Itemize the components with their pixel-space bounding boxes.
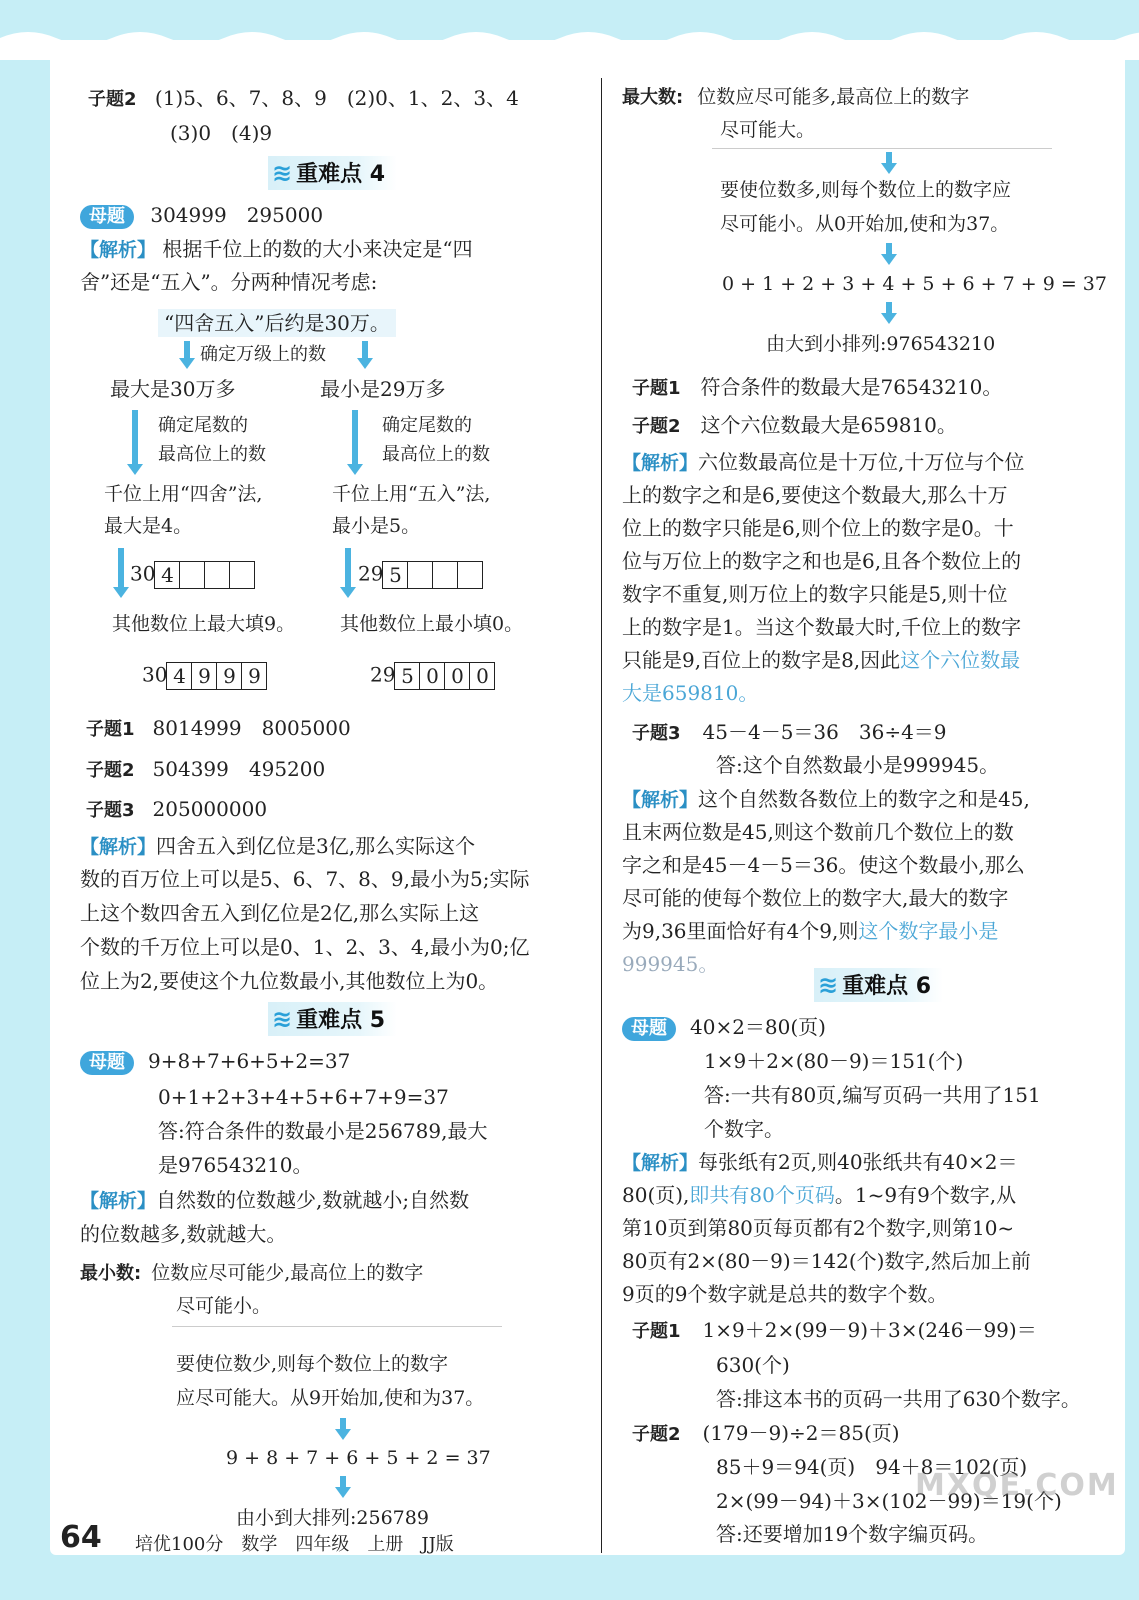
digit-box: 4 xyxy=(166,662,192,690)
answer-text: 答:还要增加19个数字编页码。 xyxy=(716,1522,989,1546)
equation-text: 0+1+2+3+4+5+6+7+9=37 xyxy=(158,1085,449,1109)
digit-box: 0 xyxy=(469,662,495,690)
answer-text: 答:符合条件的数最小是256789,最大 xyxy=(158,1119,488,1143)
analysis-label: 【解析】 xyxy=(80,239,157,261)
diagram-rule-text: 最小是5。 xyxy=(332,515,421,537)
analysis-line xyxy=(622,1150,1017,1175)
answer-text: 8014999 8005000 xyxy=(152,716,351,740)
arrow-icon xyxy=(184,341,190,359)
result-text: 由小到大排列:256789 xyxy=(236,1507,429,1529)
equation-text: 45－4－5＝36 36÷4＝9 xyxy=(702,720,947,744)
digit-box-row-left xyxy=(130,561,255,589)
answer-text: 这个六位数最大是659810。 xyxy=(700,413,957,437)
subquestion-3-row xyxy=(632,720,947,746)
diagram-step-label: 最高位上的数 xyxy=(382,444,490,465)
analysis-text: 自然数的位数越少,数就越小;自然数 xyxy=(156,1188,470,1212)
column-divider xyxy=(601,78,602,1553)
main-question-badge: 母题 xyxy=(622,1017,676,1041)
main-question-row xyxy=(80,1049,350,1075)
answer-text: 答:一共有80页,编写页码一共用了151 xyxy=(704,1083,1041,1107)
analysis-text: 每张纸有2页,则40张纸共有40×2＝ xyxy=(698,1150,1018,1174)
diagram-rule-text: 千位上用“四舍”法, xyxy=(104,483,263,505)
analysis-text: 字之和是45－4－5＝36。使这个数最小,那么 xyxy=(622,853,1025,877)
analysis-text: 根据千位上的数的大小来决定是“四 xyxy=(162,237,473,261)
divider-line xyxy=(172,1326,502,1327)
analysis-text: 为9,36里面恰好有4个9,则 xyxy=(622,919,859,943)
analysis-text: 80页有2×(80－9)＝142(个)数字,然后加上前 xyxy=(622,1249,1031,1273)
analysis-text: 9页的9个数字就是总共的数字个数。 xyxy=(622,1282,948,1306)
step-text: 位数应尽可能多,最高位上的数字 xyxy=(697,86,970,108)
subquestion-1-row xyxy=(632,375,1002,401)
digit-box-empty xyxy=(457,561,483,589)
step-text: 尽可能小。从0开始加,使和为37。 xyxy=(720,213,1010,235)
analysis-text: 四舍五入到亿位是3亿,那么实际这个 xyxy=(156,834,476,858)
analysis-line xyxy=(622,648,1020,672)
arrow-icon xyxy=(345,548,351,588)
arrow-icon xyxy=(886,243,892,255)
step-text: 要使位数多,则每个数位上的数字应 xyxy=(720,179,1012,201)
analysis-text: 只能是9,百位上的数字是8,因此 xyxy=(622,648,901,672)
analysis-text: 上的数字之和是6,要使这个数最大,那么十万 xyxy=(622,483,1008,507)
answer-text: 304999 295000 xyxy=(150,203,324,227)
analysis-label: 【解析】 xyxy=(80,836,157,858)
diagram-step-label: 确定万级上的数 xyxy=(200,344,326,365)
analysis-line xyxy=(80,237,473,262)
main-question-row xyxy=(622,1015,826,1041)
subquestion-label: 子题2 xyxy=(88,89,137,110)
arrow-icon xyxy=(118,548,124,588)
analysis-text: 舍”还是“五入”。分两种情况考虑: xyxy=(80,270,378,294)
analysis-line xyxy=(622,919,998,943)
subquestion-label: 子题2 xyxy=(632,1424,681,1445)
step-text: 要使位数少,则每个数位上的数字 xyxy=(176,1353,449,1375)
step-text: 尽可能大。 xyxy=(720,119,816,141)
step-text: 尽可能小。 xyxy=(176,1295,272,1317)
subquestion-1b-row xyxy=(632,1318,1037,1344)
analysis-text: 位与万位上的数字之和也是6,且各个数位上的 xyxy=(622,549,1022,573)
analysis-label: 【解析】 xyxy=(622,789,699,811)
analysis-text: 位上为2,要使这个九位数最小,其他数位上为0。 xyxy=(80,969,499,993)
analysis-text: 的位数越多,数就越大。 xyxy=(80,1222,287,1246)
analysis-text: 80(页), xyxy=(622,1183,690,1207)
main-question-badge: 母题 xyxy=(80,205,134,229)
analysis-text: 数的百万位上可以是5、6、7、8、9,最小为5;实际 xyxy=(80,867,530,891)
subquestion-2b-row xyxy=(632,1421,900,1447)
digit-box: 5 xyxy=(382,561,408,589)
analysis-line xyxy=(80,834,475,859)
diagram-step-label: 确定尾数的 xyxy=(158,415,248,436)
digit-box-empty xyxy=(204,561,230,589)
diagram-max-label: 最大是30万多 xyxy=(110,377,236,401)
answer-text: 答:这个自然数最小是999945。 xyxy=(716,753,1000,777)
analysis-text: 上的数字是1。当这个数最大时,千位上的数字 xyxy=(622,615,1022,639)
footer-book-title: 培优100分 数学 四年级 上册 JJ版 xyxy=(135,1534,454,1555)
wave-icon: ≋ xyxy=(272,159,293,187)
digit-box: 9 xyxy=(191,662,217,690)
subquestion-label: 子题3 xyxy=(86,800,135,821)
analysis-line xyxy=(80,1188,469,1213)
equation-text: 2×(99－94)＋3×(102－99)＝19(个) xyxy=(716,1489,1062,1513)
wave-icon: ≋ xyxy=(272,1005,293,1033)
wave-icon: ≋ xyxy=(818,971,839,999)
max-number-row xyxy=(622,84,969,110)
min-number-label: 最小数: xyxy=(80,1263,142,1284)
subquestion-2-row xyxy=(88,86,519,112)
diagram-top-box: “四舍五入”后约是30万。 xyxy=(158,309,396,337)
analysis-text: 个数的千万位上可以是0、1、2、3、4,最小为0;亿 xyxy=(80,935,530,959)
main-question-badge: 母题 xyxy=(80,1051,134,1075)
digit-prefix: 29 xyxy=(370,662,396,687)
highlight-text: 即共有80个页码 xyxy=(689,1183,835,1207)
arrow-icon xyxy=(340,1418,346,1430)
answer-text: 符合条件的数最大是76543210。 xyxy=(700,375,1003,399)
answer-text: 504399 495200 xyxy=(152,757,326,781)
analysis-text: 六位数最高位是十万位,十万位与个位 xyxy=(698,450,1025,474)
analysis-text: 且末两位数是45,则这个数前几个数位上的数 xyxy=(622,820,1014,844)
analysis-label: 【解析】 xyxy=(80,1190,157,1212)
answer-text: 答:排这本书的页码一共用了630个数字。 xyxy=(716,1387,1081,1411)
analysis-line xyxy=(622,787,1030,812)
main-question-row xyxy=(80,203,323,229)
equation-text: 9 + 8 + 7 + 6 + 5 + 2 = 37 xyxy=(226,1447,491,1469)
answer-text: (1)5、6、7、8、9 (2)0、1、2、3、4 xyxy=(154,86,519,110)
step-text: 应尽可能大。从9开始加,使和为37。 xyxy=(176,1387,485,1409)
arrow-icon xyxy=(886,152,892,164)
analysis-line xyxy=(622,1183,1016,1207)
digit-box-empty xyxy=(407,561,433,589)
analysis-text: 第10页到第80页每页都有2个数字,则第10~ xyxy=(622,1216,1015,1240)
equation-text: 0 + 1 + 2 + 3 + 4 + 5 + 6 + 7 + 9 = 37 xyxy=(722,273,1107,295)
arrow-icon xyxy=(362,341,368,359)
digit-box: 5 xyxy=(394,662,420,690)
digit-box: 0 xyxy=(419,662,445,690)
digit-box: 4 xyxy=(154,561,180,589)
equation-text: 85＋9＝94(页) 94＋8＝102(页) xyxy=(716,1455,1028,1479)
equation-text: (179－9)÷2＝85(页) xyxy=(702,1421,900,1445)
highlight-text: 大是659810。 xyxy=(622,681,759,705)
highlight-text: 999945。 xyxy=(622,952,719,976)
result-box-row-right xyxy=(370,662,495,690)
arrow-icon xyxy=(886,302,892,314)
digit-box-row-right xyxy=(358,561,483,589)
answer-text: 是976543210。 xyxy=(158,1153,313,1177)
digit-box: 0 xyxy=(444,662,470,690)
analysis-label: 【解析】 xyxy=(622,452,699,474)
subquestion-label: 子题1 xyxy=(86,719,135,740)
analysis-text: 尽可能的使每个数位上的数字大,最大的数字 xyxy=(622,886,1009,910)
subquestion-1-row xyxy=(86,716,351,742)
diagram-rule-text: 最大是4。 xyxy=(104,515,193,537)
analysis-text: 上这个数四舍五入到亿位是2亿,那么实际上这 xyxy=(80,901,480,925)
result-text: 由大到小排列:976543210 xyxy=(766,333,996,355)
max-number-label: 最大数: xyxy=(622,87,684,108)
subquestion-label: 子题2 xyxy=(632,416,681,437)
highlight-text: 这个数字最小是 xyxy=(858,919,999,943)
highlight-text: 这个六位数最 xyxy=(900,648,1021,672)
subquestion-2-row xyxy=(632,413,957,439)
digit-box: 9 xyxy=(216,662,242,690)
divider-line xyxy=(712,148,1052,149)
digit-prefix: 30 xyxy=(142,662,168,687)
equation-text: 630(个) xyxy=(716,1353,790,1377)
subquestion-label: 子题2 xyxy=(86,760,135,781)
digit-prefix: 30 xyxy=(130,561,156,586)
analysis-label: 【解析】 xyxy=(622,1152,699,1174)
section-heading-6 xyxy=(814,968,943,1002)
subquestion-label: 子题3 xyxy=(632,723,681,744)
heading-text: 重难点 6 xyxy=(842,974,932,999)
diagram-fill-text: 其他数位上最小填0。 xyxy=(340,613,524,635)
digit-prefix: 29 xyxy=(358,561,384,586)
digit-box: 9 xyxy=(241,662,267,690)
diagram-step-label: 最高位上的数 xyxy=(158,444,266,465)
analysis-line xyxy=(622,450,1024,475)
answer-text: 个数字。 xyxy=(704,1117,784,1141)
subquestion-2b-row xyxy=(86,757,325,783)
diagram-min-label: 最小是29万多 xyxy=(320,377,446,401)
min-number-row xyxy=(80,1260,423,1286)
result-box-row-left xyxy=(142,662,267,690)
digit-box-empty xyxy=(179,561,205,589)
equation-text: 1×9＋2×(80－9)＝151(个) xyxy=(704,1049,964,1073)
analysis-text: 数字不重复,则万位上的数字只能是5,则十位 xyxy=(622,582,1008,606)
page-number: 64 xyxy=(60,1520,102,1555)
diagram-rule-text: 千位上用“五入”法, xyxy=(332,483,491,505)
analysis-text: 。1~9有9个数字,从 xyxy=(834,1183,1017,1207)
diagram-step-label: 确定尾数的 xyxy=(382,415,472,436)
equation-text: 1×9＋2×(99－9)＋3×(246－99)＝ xyxy=(702,1318,1037,1342)
watermark: MXQE.COM xyxy=(915,1468,1119,1503)
subquestion-3-row xyxy=(86,797,267,823)
equation-text: 9+8+7+6+5+2=37 xyxy=(148,1049,351,1073)
equation-text: 40×2＝80(页) xyxy=(690,1015,826,1039)
heading-text: 重难点 5 xyxy=(296,1008,386,1033)
arrow-icon xyxy=(340,1476,346,1488)
subquestion-label: 子题1 xyxy=(632,1321,681,1342)
subquestion-label: 子题1 xyxy=(632,378,681,399)
section-heading-5 xyxy=(268,1002,397,1036)
digit-box-empty xyxy=(432,561,458,589)
analysis-text: 位上的数字只能是6,则个位上的数字是0。十 xyxy=(622,516,1014,540)
step-text: 位数应尽可能少,最高位上的数字 xyxy=(151,1262,424,1284)
section-heading-4 xyxy=(268,156,397,190)
analysis-text: 这个自然数各数位上的数字之和是45, xyxy=(698,787,1030,811)
diagram-fill-text: 其他数位上最大填9。 xyxy=(112,613,296,635)
answer-text: 205000000 xyxy=(152,797,268,821)
arrow-icon xyxy=(352,410,358,465)
heading-text: 重难点 4 xyxy=(296,162,386,187)
answer-text: (3)0 (4)9 xyxy=(170,121,273,145)
digit-box-empty xyxy=(229,561,255,589)
arrow-icon xyxy=(132,410,138,465)
